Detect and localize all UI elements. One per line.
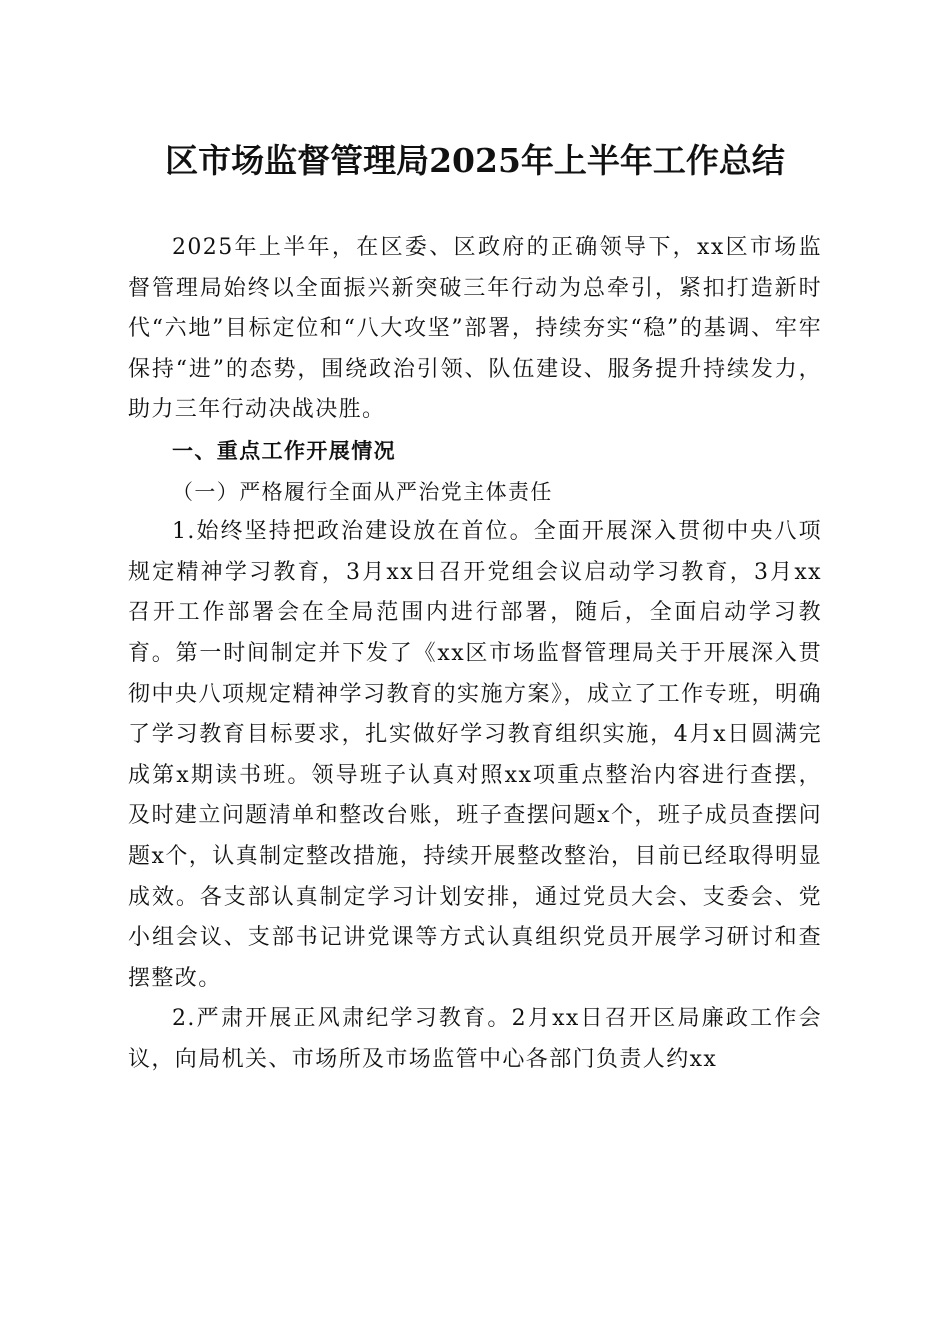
item-paragraph-2: 2.严肃开展正风肃纪学习教育。2月xx日召开区局廉政工作会议，向局机关、市场所及市场监管中心各部门负责人约xx (128, 1006, 822, 1072)
section-heading-1: 一、重点工作开展情况 (172, 438, 396, 463)
item-paragraph-1: 1.始终坚持把政治建设放在首位。全面开展深入贯彻中央八项规定精神学习教育，3月xx日召开党组会议启动学习教育，3月xx召开工作部署会在全局范围内进行部署，随后，全面启动学习教育。第一时间制定并下发了《xx区市场监督管理局关于开展深入贯彻中央八项规定精神学习教育的实施方案》，成立了工作专班，明确了学习教育目标要求，扎实做好学习教育组织实施，4月x日圆满完成第x期读书班。领导班子认真对照xx项重点整治内容进行查摆，及时建立问题清单和整改台账，班子查摆问题x个，班子成员查摆问题x个，认真制定整改措施，持续开展整改整治，目前已经取得明显成效。各支部认真制定学习计划安排，通过党员大会、支委会、党小组会议、支部书记讲党课等方式认真组织党员开展学习研讨和查摆整改。 (128, 519, 822, 991)
subsection-heading-1: （一）严格履行全面从严治党主体责任 (172, 479, 553, 504)
document-body (128, 228, 822, 1080)
document-title: 区市场监督管理局2025年上半年工作总结 (165, 141, 785, 180)
intro-paragraph: 2025年上半年，在区委、区政府的正确领导下，xx区市场监督管理局始终以全面振兴新突破三年行动为总牵引，紧扣打造新时代“六地”目标定位和“八大攻坚”部署，持续夯实“稳”的基调、牢牢保持“进”的态势，围绕政治引领、队伍建设、服务提升持续发力，助力三年行动决战决胜。 (128, 235, 822, 423)
